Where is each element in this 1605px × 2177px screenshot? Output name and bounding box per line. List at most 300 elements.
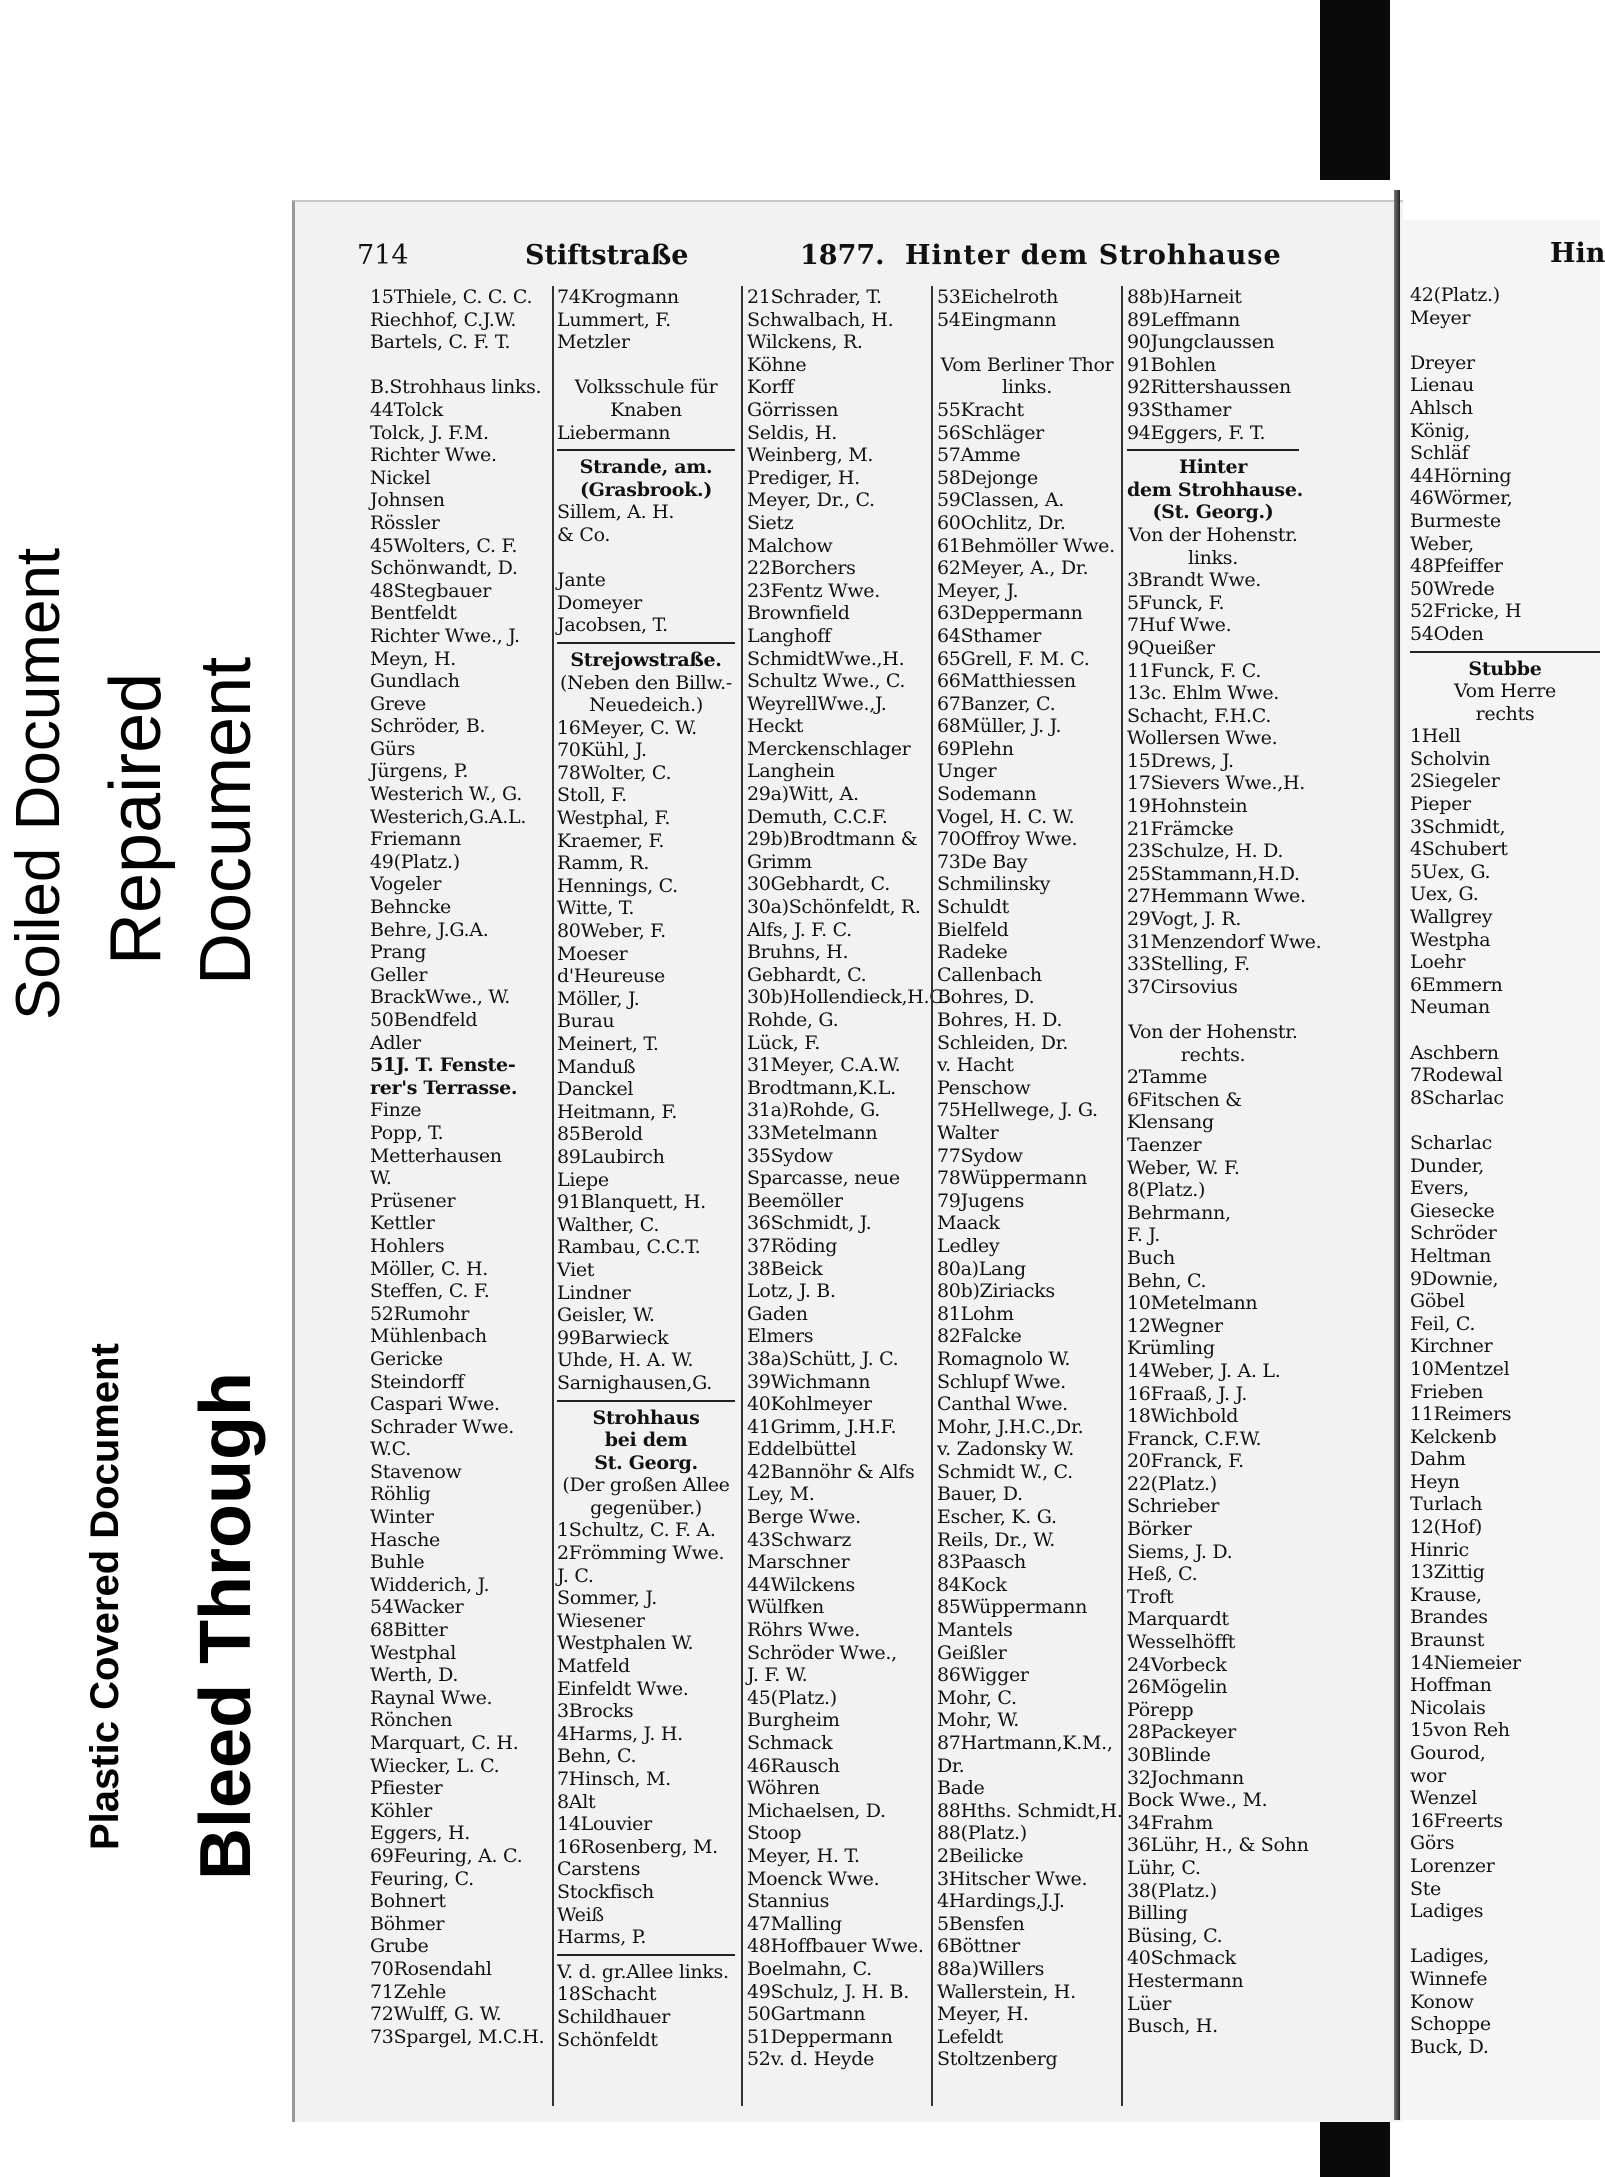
directory-entry: Liebermann	[557, 421, 671, 444]
directory-entry: Rönchen	[370, 1709, 453, 1732]
directory-entry: WeyrellWwe.,J.	[747, 692, 887, 715]
directory-entry: 73De Bay	[937, 850, 1028, 873]
directory-entry: 78Wolter, C.	[557, 761, 672, 784]
directory-column-1	[370, 286, 548, 2048]
directory-entry: 18Schacht	[557, 1983, 657, 2006]
directory-entry: 38(Platz.)	[1127, 1879, 1217, 1902]
directory-entry: 81Lohm	[937, 1302, 1014, 1325]
directory-entry: Alfs, J. F. C.	[747, 918, 852, 941]
directory-entry: Finze	[370, 1099, 422, 1122]
directory-entry: BrackWwe., W.	[370, 986, 511, 1009]
directory-entry: 15Drews, J.	[1127, 749, 1234, 772]
directory-entry: Stoltzenberg	[937, 2048, 1058, 2071]
directory-entry: Görs	[1410, 1832, 1455, 1855]
directory-entry: Buhle	[370, 1551, 425, 1574]
directory-entry: 36Lühr, H., & Sohn	[1127, 1834, 1309, 1857]
directory-entry: Meyn, H.	[370, 647, 456, 670]
directory-entry: 13Zittig	[1410, 1561, 1485, 1584]
directory-entry: 77Sydow	[937, 1144, 1023, 1167]
directory-entry: Burmeste	[1410, 509, 1501, 532]
directory-entry: 71Zehle	[370, 1980, 447, 2003]
directory-entry: 79Jugens	[937, 1189, 1025, 1212]
directory-entry: Hestermann	[1127, 1969, 1244, 1992]
directory-entry: 16Meyer, C. W.	[557, 716, 697, 739]
directory-entry: 40Schmack	[1127, 1947, 1236, 1970]
directory-entry: Bade	[937, 1777, 985, 1800]
directory-entry: 90Jungclaussen	[1127, 331, 1275, 354]
directory-entry: 8Alt	[557, 1790, 596, 1813]
directory-entry: 15von Reh	[1410, 1719, 1510, 1742]
directory-entry: Wenzel	[1410, 1787, 1477, 1810]
directory-entry	[557, 547, 735, 570]
directory-entry: rer's Terrasse.	[370, 1076, 518, 1099]
directory-entry: 32Jochmann	[1127, 1766, 1244, 1789]
directory-entry: Tolck, J. F.M.	[370, 421, 489, 444]
directory-entry: Elmers	[747, 1325, 814, 1348]
directory-entry: Ste	[1410, 1877, 1441, 1900]
directory-entry: Demuth, C.C.F.	[747, 805, 888, 828]
directory-entry: Pfiester	[370, 1777, 443, 1800]
directory-entry: 52Fricke, H	[1410, 600, 1522, 623]
directory-entry: wor	[1410, 1764, 1446, 1787]
directory-entry: 23Fentz Wwe.	[747, 579, 880, 602]
directory-entry: Sillem, A. H.	[557, 501, 675, 524]
directory-entry: Westphal	[370, 1641, 457, 1664]
directory-entry: 88(Platz.)	[937, 1822, 1027, 1845]
section-rule	[557, 642, 735, 644]
section-rule	[557, 1400, 735, 1402]
directory-entry: Marquardt	[1127, 1608, 1229, 1631]
year-label: 1877.	[800, 240, 885, 271]
directory-entry: Behn, C.	[1127, 1269, 1207, 1292]
directory-entry: gegenüber.)	[590, 1496, 702, 1519]
directory-entry: Lindner	[557, 1281, 631, 1304]
directory-entry	[1410, 1923, 1600, 1946]
directory-entry: Görrissen	[747, 398, 839, 421]
label-document: Document	[186, 656, 266, 985]
directory-entry: Billing	[1127, 1902, 1188, 1925]
directory-entry: 3Hitscher Wwe.	[937, 1867, 1088, 1890]
directory-entry: 25Stammann,H.D.	[1127, 862, 1300, 885]
directory-entry: v. Zadonsky W.	[937, 1438, 1075, 1461]
directory-entry: Steffen, C. F.	[370, 1280, 490, 1303]
directory-entry: Weinberg, M.	[747, 444, 874, 467]
directory-entry: Lühr, C.	[1127, 1856, 1201, 1879]
directory-column-3	[747, 286, 949, 2071]
directory-entry: 11Funck, F. C.	[1127, 659, 1262, 682]
directory-entry: Dreyer	[1410, 351, 1475, 374]
directory-entry: Meyer, J.	[937, 579, 1019, 602]
directory-entry: 46Rausch	[747, 1754, 840, 1777]
directory-entry: Klensang	[1127, 1111, 1214, 1134]
directory-entry: 59Classen, A.	[937, 489, 1065, 512]
directory-entry: 44Hörning	[1410, 464, 1512, 487]
directory-entry: Lotz, J. B.	[747, 1280, 836, 1303]
directory-column-5	[1127, 286, 1322, 2038]
directory-entry: Aschbern	[1410, 1041, 1499, 1064]
directory-entry: 19Hohnstein	[1127, 795, 1248, 818]
directory-entry: rechts.	[1180, 1043, 1246, 1066]
directory-entry: Konow	[1410, 1990, 1474, 2013]
directory-entry: 49(Platz.)	[370, 850, 460, 873]
directory-entry: 42Bannöhr & Alfs	[747, 1460, 915, 1483]
directory-entry: 82Falcke	[937, 1325, 1022, 1348]
directory-entry: 4Harms, J. H.	[557, 1722, 683, 1745]
directory-entry: Heckt	[747, 715, 804, 738]
directory-entry: Uex, G.	[1410, 883, 1479, 906]
directory-entry: Krause,	[1410, 1583, 1482, 1606]
directory-entry: 73Spargel, M.C.H.	[370, 2025, 545, 2048]
directory-entry: 29Vogt, J. R.	[1127, 908, 1242, 931]
directory-entry: Stoop	[747, 1822, 802, 1845]
directory-entry: Matfeld	[557, 1655, 630, 1678]
label-soiled-document: Soiled Document	[4, 547, 73, 1020]
label-plastic-covered-document: Plastic Covered Document	[83, 1343, 127, 1850]
directory-entry: 65Grell, F. M. C.	[937, 647, 1090, 670]
directory-entry: 54Oden	[1410, 622, 1484, 645]
directory-entry: Schultz Wwe., C.	[747, 670, 906, 693]
directory-entry: Gundlach	[370, 670, 460, 693]
directory-entry: 44Tolck	[370, 398, 443, 421]
directory-entry: Callenbach	[937, 963, 1042, 986]
next-page-fragment	[1402, 220, 1605, 2120]
directory-entry: Lück, F.	[747, 1031, 820, 1054]
directory-entry: Wallerstein, H.	[937, 1980, 1076, 2003]
directory-entry: 3Brocks	[557, 1700, 634, 1723]
directory-entry: Sarnighausen,G.	[557, 1371, 713, 1394]
directory-entry: Brownfield	[747, 602, 850, 625]
directory-entry: Lummert, F.	[557, 308, 671, 331]
directory-entry: Ramm, R.	[557, 852, 650, 875]
directory-entry: Nicolais	[1410, 1696, 1486, 1719]
directory-entry: Loehr	[1410, 951, 1466, 974]
directory-entry: 30Gebhardt, C.	[747, 873, 890, 896]
directory-entry: Stubbe	[1468, 657, 1542, 680]
directory-entry: Heyn	[1410, 1470, 1460, 1493]
directory-entry: Korff	[747, 376, 794, 399]
directory-entry: Vogel, H. C. W.	[937, 805, 1075, 828]
directory-entry: 62Meyer, A., Dr.	[937, 557, 1089, 580]
directory-entry: 70Kühl, J.	[557, 739, 647, 762]
directory-entry: 33Stelling, F.	[1127, 953, 1250, 976]
directory-entry: 9Downie,	[1410, 1267, 1499, 1290]
directory-entry: Evers,	[1410, 1177, 1469, 1200]
directory-entry: Heß, C.	[1127, 1563, 1198, 1586]
directory-entry: 15Thiele, C. C. C.	[370, 286, 533, 308]
directory-entry: Röhlig	[370, 1483, 431, 1506]
directory-entry: Busch, H.	[1127, 2015, 1218, 2038]
directory-entry: Buck, D.	[1410, 2035, 1489, 2058]
directory-entry: 99Barwieck	[557, 1326, 669, 1349]
directory-entry: 74Krogmann	[557, 286, 679, 308]
directory-entry: Viet	[557, 1258, 595, 1281]
directory-entry: W.	[370, 1167, 392, 1190]
directory-entry: Steindorff	[370, 1370, 464, 1393]
directory-entry: Riechhof, C.J.W.	[370, 308, 517, 331]
directory-entry: Raynal Wwe.	[370, 1686, 493, 1709]
directory-entry: Schuldt	[937, 896, 1009, 919]
directory-entry: 48Stegbauer	[370, 579, 491, 602]
directory-entry: Escher, K. G.	[937, 1506, 1057, 1529]
directory-entry: 94Eggers, F. T.	[1127, 421, 1266, 444]
directory-entry: Westerich W., G.	[370, 783, 522, 806]
directory-entry: Michaelsen, D.	[747, 1799, 886, 1822]
directory-entry: Neuedeich.)	[589, 694, 703, 717]
directory-entry: 6Emmern	[1410, 973, 1503, 996]
directory-entry: König,	[1410, 419, 1470, 442]
directory-entry: Ladiges	[1410, 1900, 1484, 1923]
directory-entry: 61Behmöller Wwe.	[937, 534, 1115, 557]
directory-entry: Frieben	[1410, 1380, 1484, 1403]
directory-entry: 88a)Willers	[937, 1957, 1045, 1980]
directory-entry: 26Mögelin	[1127, 1676, 1228, 1699]
column-divider	[1121, 286, 1123, 2106]
directory-entry: rechts	[1475, 702, 1535, 725]
directory-entry: Meyer, H. T.	[747, 1844, 860, 1867]
directory-entry: J. C.	[557, 1564, 594, 1587]
column-divider	[931, 286, 933, 2106]
directory-entry: Kelckenb	[1410, 1425, 1497, 1448]
directory-entry: Schröder	[1410, 1222, 1497, 1245]
directory-entry: 93Sthamer	[1127, 398, 1232, 421]
directory-entry: Langhoff	[747, 624, 831, 647]
directory-entry: 67Banzer, C.	[937, 692, 1056, 715]
directory-entry: F. J.	[1127, 1224, 1160, 1247]
directory-entry: 48Hoffbauer Wwe.	[747, 1935, 924, 1958]
directory-entry: Bock Wwe., M.	[1127, 1789, 1268, 1812]
directory-entry: Schläf	[1410, 442, 1469, 465]
directory-entry: Sodemann	[937, 783, 1037, 806]
directory-entry: 78Wüppermann	[937, 1167, 1088, 1190]
directory-entry: 29b)Brodtmann &	[747, 828, 918, 851]
page-gutter	[1394, 190, 1400, 2120]
directory-entry: 29a)Witt, A.	[747, 783, 859, 806]
directory-entry: (St. Georg.)	[1152, 501, 1274, 524]
directory-entry: 34Frahm	[1127, 1811, 1213, 1834]
directory-entry: (Grasbrook.)	[579, 478, 713, 501]
directory-entry: Weiß	[557, 1903, 604, 1926]
directory-entry: Merckenschlager	[747, 737, 911, 760]
directory-entry: 36Schmidt, J.	[747, 1212, 872, 1235]
directory-entry: Adler	[370, 1031, 421, 1054]
directory-entry: & Co.	[557, 523, 611, 546]
directory-entry: Lorenzer	[1410, 1854, 1495, 1877]
directory-entry: 14Weber, J. A. L.	[1127, 1359, 1281, 1382]
directory-entry: Ley, M.	[747, 1483, 815, 1506]
directory-entry: 47Malling	[747, 1912, 842, 1935]
directory-entry: Behrmann,	[1127, 1201, 1231, 1224]
directory-entry: Neuman	[1410, 996, 1490, 1019]
directory-entry: 80b)Ziriacks	[937, 1280, 1055, 1303]
directory-entry: 31Menzendorf Wwe.	[1127, 930, 1322, 953]
directory-entry: 42(Platz.)	[1410, 284, 1500, 306]
directory-entry: d'Heureuse	[557, 965, 665, 988]
directory-entry: Schlupf Wwe.	[937, 1370, 1066, 1393]
directory-entry: 88Hths. Schmidt,H.	[937, 1799, 1123, 1822]
directory-entry: Taenzer	[1127, 1133, 1202, 1156]
directory-entry: v. Hacht	[937, 1054, 1014, 1077]
directory-entry: SchmidtWwe.,H.	[747, 647, 905, 670]
directory-entry	[1410, 329, 1600, 352]
directory-entry: Jante	[557, 569, 606, 592]
directory-entry: Dr.	[937, 1754, 965, 1777]
directory-entry: Bielfeld	[937, 918, 1009, 941]
directory-entry: Sparcasse, neue	[747, 1167, 900, 1190]
directory-entry: Wülfken	[747, 1596, 824, 1619]
directory-entry: Hinter	[1178, 456, 1248, 479]
directory-entry: 75Hellwege, J. G.	[937, 1099, 1098, 1122]
directory-entry: Hinric	[1410, 1538, 1469, 1561]
directory-entry: Schönfeldt	[557, 2028, 658, 2051]
directory-entry: Danckel	[557, 1078, 634, 1101]
directory-entry: Geisler, W.	[557, 1304, 655, 1327]
directory-entry	[937, 331, 1117, 354]
directory-entry: Harms, P.	[557, 1926, 647, 1949]
directory-entry: Beemöller	[747, 1189, 843, 1212]
directory-entry: 1Hell	[1410, 725, 1461, 748]
directory-entry: Meyer	[1410, 306, 1471, 329]
section-rule	[1127, 449, 1299, 451]
directory-entry: Troft	[1127, 1585, 1174, 1608]
directory-entry	[1410, 1019, 1600, 1042]
directory-entry: Geller	[370, 963, 428, 986]
directory-entry: B.Strohhaus links.	[370, 376, 542, 399]
directory-entry: 7Hinsch, M.	[557, 1768, 671, 1790]
directory-entry: Penschow	[937, 1076, 1031, 1099]
directory-entry: Greve	[370, 692, 426, 715]
directory-entry: 50Bendfeld	[370, 1009, 478, 1031]
directory-entry: Wesselhöfft	[1127, 1631, 1236, 1654]
directory-entry: Moenck Wwe.	[747, 1867, 880, 1890]
directory-entry: 40Kohlmeyer	[747, 1393, 872, 1416]
directory-entry: Gericke	[370, 1347, 443, 1370]
directory-entry: Schmack	[747, 1732, 833, 1754]
directory-entry: Stockfisch	[557, 1880, 654, 1903]
directory-entry: 10Mentzel	[1410, 1357, 1510, 1380]
directory-entry: Scharlac	[1410, 1131, 1492, 1154]
directory-entry: 7Huf Wwe.	[1127, 614, 1232, 637]
directory-entry: Marschner	[747, 1551, 850, 1574]
directory-entry: Rössler	[370, 511, 440, 534]
directory-entry: 68Müller, J. J.	[937, 715, 1062, 738]
directory-entry: Berge Wwe.	[747, 1506, 861, 1529]
directory-entry: 37Cirsovius	[1127, 975, 1238, 998]
directory-entry: Schönwandt, D.	[370, 557, 518, 580]
directory-entry: 88b)Harneit	[1127, 286, 1242, 308]
directory-entry: 52v. d. Heyde	[747, 2048, 875, 2071]
label-bleed-through: Bleed Through	[186, 1372, 266, 1880]
directory-entry: Bartels, C. F. T.	[370, 331, 511, 354]
directory-entry: 2Beilicke	[937, 1844, 1024, 1867]
directory-entry: Feil, C.	[1410, 1312, 1476, 1335]
directory-entry: Sietz	[747, 511, 794, 534]
directory-entry: Wallgrey	[1410, 906, 1493, 929]
directory-entry: Göbel	[1410, 1290, 1465, 1313]
directory-entry: 69Plehn	[937, 737, 1014, 760]
directory-entry	[1410, 1109, 1600, 1132]
directory-entry: 64Sthamer	[937, 624, 1042, 647]
directory-entry: 28Packeyer	[1127, 1721, 1236, 1744]
directory-entry: Uhde, H. A. W.	[557, 1349, 694, 1372]
directory-entry: Schacht, F.H.C.	[1127, 704, 1272, 727]
directory-entry: Gürs	[370, 737, 416, 760]
directory-entry: Witte, T.	[557, 897, 635, 920]
directory-entry: Grube	[370, 1935, 429, 1958]
directory-entry: 11Reimers	[1410, 1403, 1512, 1426]
directory-entry: 12(Hof)	[1410, 1516, 1482, 1539]
directory-entry: dem Strohhause.	[1127, 478, 1303, 501]
directory-entry: Behncke	[370, 896, 451, 919]
directory-entry: Schmilinsky	[937, 873, 1051, 896]
directory-entry: Vom Berliner Thor	[940, 353, 1114, 376]
directory-entry: Jacobsen, T.	[557, 614, 668, 637]
directory-entry: links.	[1002, 376, 1052, 399]
directory-entry: Bentfeldt	[370, 602, 457, 625]
directory-entry: 24Vorbeck	[1127, 1653, 1227, 1676]
directory-entry: Knaben	[610, 398, 682, 421]
directory-entry	[370, 354, 548, 377]
directory-entry: Lefeldt	[937, 2025, 1003, 2048]
directory-entry	[1127, 998, 1299, 1021]
directory-entry: 63Deppermann	[937, 602, 1083, 625]
directory-entry: 44Wilckens	[747, 1573, 855, 1596]
directory-entry: Wollersen Wwe.	[1127, 727, 1278, 750]
directory-entry: 91Blanquett, H.	[557, 1191, 706, 1214]
directory-entry: Brodtmann,K.L.	[747, 1076, 896, 1099]
directory-entry: Wiecker, L. C.	[370, 1754, 500, 1777]
directory-entry: 20Franck, F.	[1127, 1450, 1244, 1473]
directory-entry: 51J. T. Fenste-	[370, 1054, 516, 1077]
directory-entry: Reils, Dr., W.	[937, 1528, 1055, 1551]
directory-entry: Stannius	[747, 1890, 830, 1913]
directory-entry: Burgheim	[747, 1709, 840, 1732]
directory-entry: Stoll, F.	[557, 784, 627, 807]
directory-entry: Lüer	[1127, 1992, 1171, 2015]
directory-entry: Turlach	[1410, 1493, 1483, 1516]
directory-entry: Bohres, H. D.	[937, 1009, 1063, 1031]
directory-entry: 45Wolters, C. F.	[370, 534, 518, 557]
directory-entry: Weber,	[1410, 532, 1474, 555]
directory-entry: 21Schrader, T.	[747, 286, 882, 308]
directory-entry: Siems, J. D.	[1127, 1540, 1233, 1563]
directory-entry: Radeke	[937, 941, 1008, 964]
directory-entry: Romagnolo W.	[937, 1347, 1071, 1370]
directory-entry: 49Schulz, J. H. B.	[747, 1980, 909, 2003]
directory-entry: 22(Platz.)	[1127, 1472, 1217, 1495]
directory-entry: Schleiden, Dr.	[937, 1031, 1069, 1054]
directory-entry: Bohnert	[370, 1890, 446, 1913]
directory-entry: 8Scharlac	[1410, 1086, 1504, 1109]
directory-entry: 30Blinde	[1127, 1744, 1211, 1766]
directory-entry: Westpha	[1410, 928, 1491, 951]
directory-entry: Domeyer	[557, 591, 642, 614]
directory-entry: Stavenow	[370, 1460, 462, 1483]
directory-entry: Scholvin	[1410, 747, 1491, 770]
directory-entry: Friemann	[370, 828, 462, 851]
directory-entry: 8(Platz.)	[1127, 1179, 1206, 1202]
directory-entry: Möller, C. H.	[370, 1257, 489, 1280]
directory-entry: Ahlsch	[1410, 396, 1473, 419]
page-header	[295, 240, 1395, 274]
directory-entry: Popp, T.	[370, 1121, 444, 1144]
directory-entry: Richter Wwe., J.	[370, 624, 520, 647]
directory-entry: Köhler	[370, 1799, 432, 1822]
directory-entry: Brandes	[1410, 1606, 1488, 1629]
directory-entry: Mohr, J.H.C.,Dr.	[937, 1415, 1084, 1438]
directory-entry: Rambau, C.C.T.	[557, 1236, 701, 1259]
directory-entry: Schwalbach, H.	[747, 308, 894, 331]
directory-entry: 38a)Schütt, J. C.	[747, 1347, 899, 1370]
